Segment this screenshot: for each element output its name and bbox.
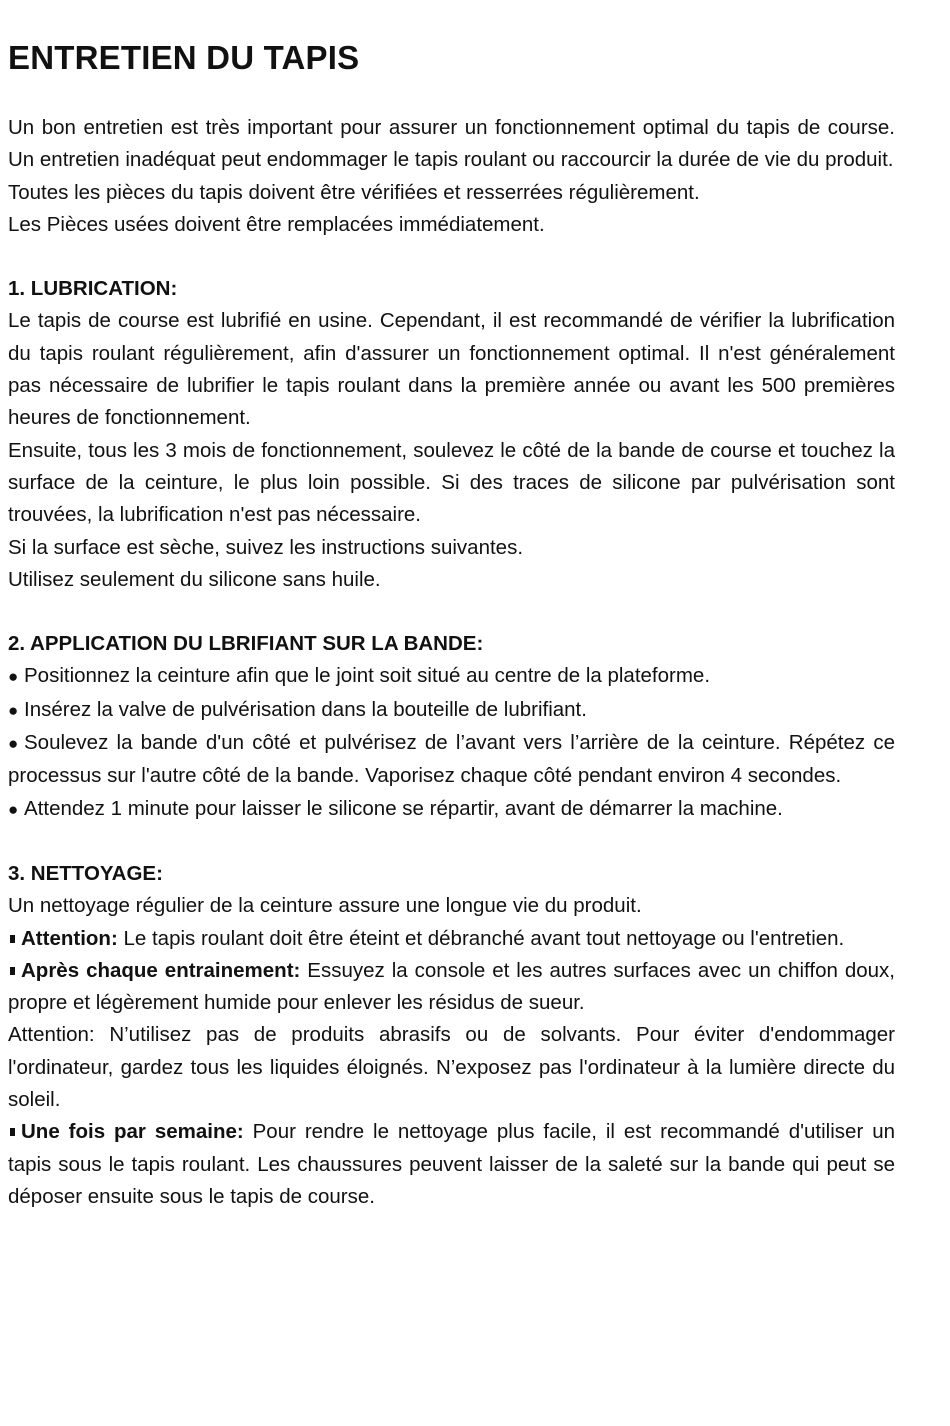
section-heading-cleaning: 3. NETTOYAGE: [8, 861, 163, 885]
square-bullet-icon [10, 1128, 15, 1136]
square-bullet-icon [10, 967, 15, 975]
lubrication-paragraph: Utilisez seulement du silicone sans huile. [8, 567, 381, 591]
page-title: ENTRETIEN DU TAPIS [8, 39, 360, 76]
list-item: Une fois par semaine: Pour rendre le nettoyage plus facile, il est recommandé d'utiliser un tapis sous le tapis roulant. Les chaussures peuvent laisser de la saleté sur la bande qui peut se déposer ensuite sous le tapis de course. [8, 1120, 895, 1208]
bullet-icon: ● [8, 799, 19, 819]
intro-paragraph: Un bon entretien est très important pour assurer un fonctionnement optimal du tapis de course. Un entretien inadéquat peut endommager le tapis roulant ou raccourcir la durée de vie du produit. [8, 116, 895, 172]
item-label: Attention: [21, 926, 118, 950]
cleaning-paragraph: Attention: N’utilisez pas de produits abrasifs ou de solvants. Pour éviter d'endommager l'ordinateur, gardez tous les liquides éloignés. N’exposez pas l'ordinateur à la lumière directe du soleil. [8, 1023, 895, 1112]
spacer [8, 82, 895, 112]
list-item: Après chaque entrainement: Essuyez la console et les autres surfaces avec un chiffon doux, propre et légèrement humide pour enlever les résidus de sueur. [8, 958, 895, 1015]
spacer [8, 826, 895, 858]
document-page [8, 34, 895, 1213]
lubrication-paragraph: Le tapis de course est lubrifié en usine. Cependant, il est recommandé de vérifier la lubrification du tapis roulant régulièrement, afin d'assurer un fonctionnement optimal. Il n'est généralement pas nécessaire de lubrifier le tapis roulant dans la première année ou avant les 500 premières heures de fonctionnement. [8, 309, 895, 430]
list-item: ● Positionnez la ceinture afin que le joint soit situé au centre de la plateforme. [8, 660, 895, 693]
bullet-icon: ● [8, 734, 19, 754]
section-heading-lubrication: 1. LUBRICATION: [8, 277, 178, 301]
bullet-icon: ● [8, 667, 19, 687]
spacer [8, 596, 895, 628]
lubrication-paragraph: Si la surface est sèche, suivez les instructions suivantes. [8, 535, 524, 559]
intro-paragraph: Les Pièces usées doivent être remplacées immédiatement. [8, 212, 545, 236]
lubrication-paragraph: Ensuite, tous les 3 mois de fonctionnement, soulevez le côté de la bande de course et touchez la surface de la ceinture, le plus loin possible. Si des traces de silicone par pulvérisation sont trouvées, la lubrification n'est pas nécessaire. [8, 438, 895, 527]
intro-paragraph: Toutes les pièces du tapis doivent être vérifiées et resserrées régulièrement. [8, 180, 700, 204]
list-item: Attention: Le tapis roulant doit être éteint et débranché avant tout nettoyage ou l'entretien. [8, 923, 895, 955]
bullet-icon: ● [8, 700, 19, 720]
list-item: ● Insérez la valve de pulvérisation dans la bouteille de lubrifiant. [8, 694, 895, 727]
list-item: ● Attendez 1 minute pour laisser le silicone se répartir, avant de démarrer la machine. [8, 793, 895, 826]
item-label: Après chaque entrainement: [21, 958, 301, 982]
cleaning-paragraph: Un nettoyage régulier de la ceinture assure une longue vie du produit. [8, 894, 642, 918]
list-item: ● Soulevez la bande d'un côté et pulvérisez de l’avant vers l’arrière de la ceinture. Répétez ce processus sur l'autre côté de la bande. Vaporisez chaque côté pendant environ 4 secondes. [8, 727, 895, 793]
section-heading-application: 2. APPLICATION DU LBRIFIANT SUR LA BANDE: [8, 632, 484, 656]
item-label: Une fois par semaine: [21, 1120, 244, 1144]
square-bullet-icon [10, 935, 15, 943]
spacer [8, 241, 895, 273]
